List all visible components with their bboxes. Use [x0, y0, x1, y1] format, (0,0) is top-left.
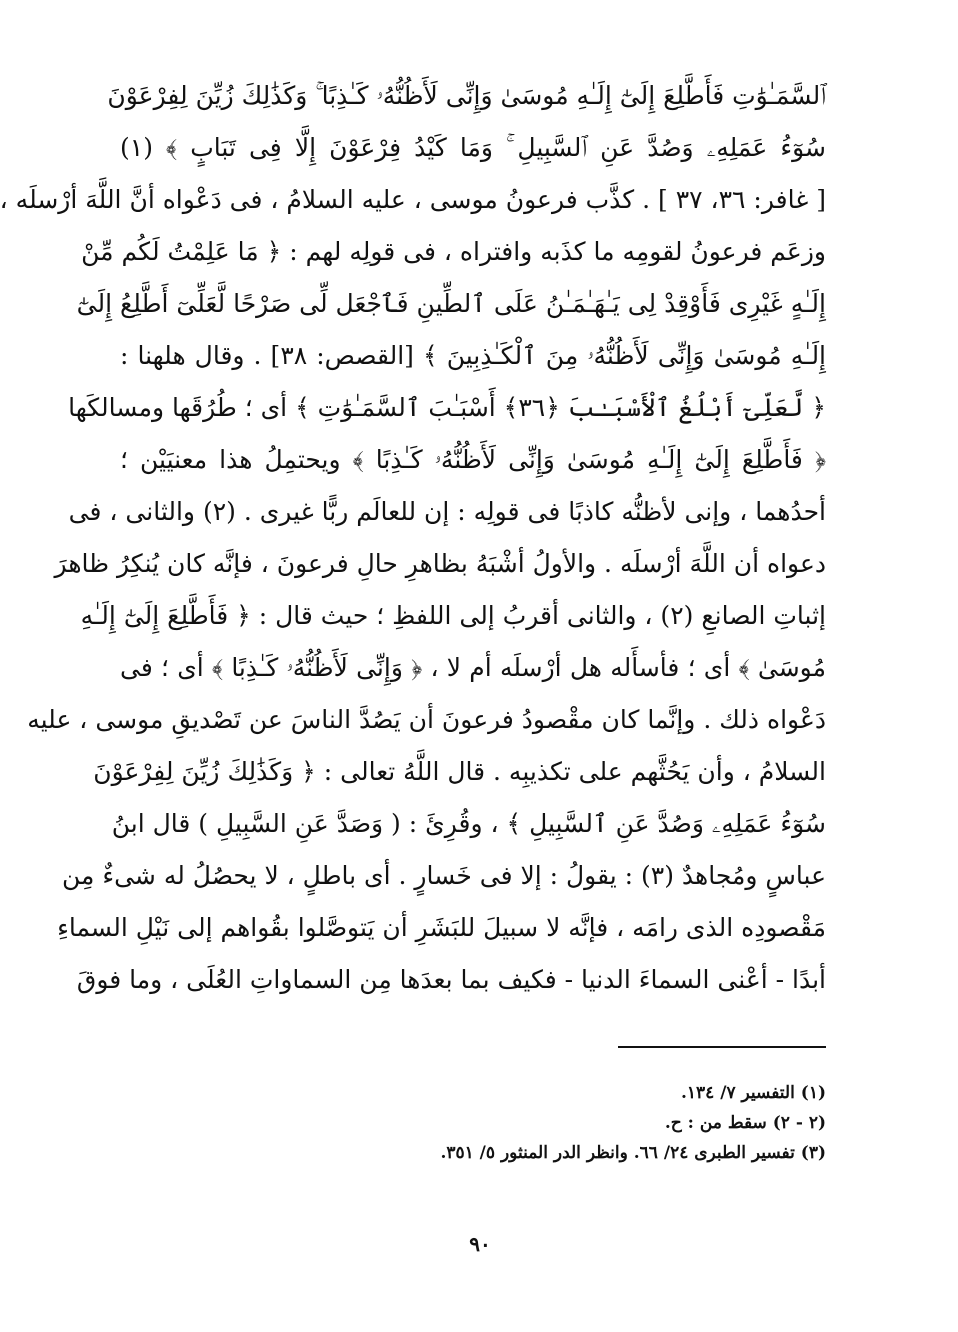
text-line-9: أحدُهما ، وإنى لأظنُّه كاذبًا فى قولِه : إن للعالَم ربًّا غيرى . (٢) والثانى ، فى: [68, 497, 826, 526]
text-line-11: إثباتِ الصانعِ (٢) ، والثانى أقربُ إلى اللفظِ ؛ حيث قال : ﴿ فَأَطَّلِعَ إِلَىٰٓ إِلَـٰهِ: [80, 601, 826, 630]
text-line-15: سُوٓءُ عَمَلِهِۦ وَصُدَّ عَنِ ٱلسَّبِيلِ ﴾ ، وقُرِئَ : ( وَصَدَّ عَنِ السَّبِيلِ ) قال ابنُ: [111, 809, 826, 838]
footnote-1: (١) التفسير ٧/ ١٣٤.: [681, 1083, 826, 1103]
text-line-1: ٱلسَّمَـٰوَٰتِ فَأَطَّلِعَ إِلَىٰٓ إِلَـٰهِ مُوسَىٰ وَإِنِّى لَأَظُنُّهُۥ كَـٰذِبًا ۚ وَكَذَٰلِكَ زُيِّنَ لِفِرْعَوْنَ: [107, 81, 826, 110]
page-number: ٩٠: [469, 1232, 491, 1256]
text-line-6: إِلَـٰهِ مُوسَىٰ وَإِنِّى لَأَظُنُّهُۥ مِنَ ٱلْكَـٰذِبِينَ ﴾ [القصص: ٣٨] . وقال هلهنا :: [120, 341, 827, 370]
text-line-5: إِلَـٰهٍ غَيْرِى فَأَوْقِدْ لِى يَـٰهَـٰمَـٰنُ عَلَى ٱلطِّينِ فَٱجْعَل لِّى صَرْحًا لَّعَلِّىٓ أَطَّلِعُ إِلَىٰٓ: [76, 289, 826, 318]
text-line-7: ﴿ لَّعَلِّىٓ أَبْلُغُ ٱلْأَسْبَـٰبَ ﴿٣٦﴾ أَسْبَـٰبَ ٱلسَّمَـٰوَٰتِ ﴾ أى ؛ طُرُقَها ومسالكَها: [68, 393, 826, 422]
text-line-18: أبدًا - أعْنى السماءَ الدنيا - فكيف بما بعدَها مِن السماواتِ العُلَى ، وما فوقَ: [76, 965, 826, 994]
text-line-10: دعواه أن اللَّهَ أرْسلَه . والأولُ أشْبَهُ بظاهرِ حالِ فرعونَ ، فإنَّه كان يُنكِرُ ظاهرَ: [54, 549, 826, 578]
footnotes: [120, 1078, 826, 1168]
footnote-3: (٣) تفسير الطبرى ٢٤/ ٦٦. وانظر الدر المنثور ٥/ ٣٥١.: [440, 1143, 826, 1163]
footnote-separator: [618, 1046, 826, 1048]
main-text: [0, 70, 827, 1006]
text-line-17: مَقْصودِه الذى رامَه ، فإنَّه لا سبيلَ للبَشَرِ أن يَتوصَّلوا بقُواهم إلى نَيْلِ السماءِ: [57, 913, 826, 942]
text-line-14: السلامُ ، وأن يَحُثَّهم على تكذيبِه . قال اللَّهُ تعالى : ﴿ وَكَذَٰلِكَ زُيِّنَ لِفِرْعَوْنَ: [93, 757, 826, 786]
book-page: [2, 0, 958, 1332]
text-line-16: عباسٍ ومُجاهدٌ (٣) : يقولُ : إلا فى خَسارٍ . أى باطلٍ ، لا يحصُلُ له شىءٌ مِن: [61, 861, 826, 890]
text-line-13: دَعْواه ذلك . وإنَّما كان مقْصودُ فرعونَ أن يَصُدَّ الناسَ عن تَصْديقِ موسى ، عليه: [27, 705, 826, 734]
text-line-8: ﴿ فَأَطَّلِعَ إِلَىٰٓ إِلَـٰهِ مُوسَىٰ وَإِنِّى لَأَظُنُّهُۥ كَـٰذِبًا ﴾ ويحتمِلُ هذا معنيَيْن ؛: [120, 445, 826, 474]
text-line-3: [ غافر: ٣٦، ٣٧ ] . كذَّب فرعونُ موسى ، عليه السلامُ ، فى دَعْواه أنَّ اللَّهَ أرْسلَه ،: [0, 185, 826, 214]
text-line-2: سُوٓءُ عَمَلِهِۦ وَصُدَّ عَنِ ٱلسَّبِيلِ ۚ وَمَا كَيْدُ فِرْعَوْنَ إِلَّا فِى تَبَابٍ ﴾ (١): [120, 133, 826, 162]
text-line-4: وزعَم فرعونُ لقومِه ما كذَبه وافتراه ، فى قولِه لهم : ﴿ مَا عَلِمْتُ لَكُم مِّنْ: [81, 237, 826, 266]
footnote-2: (٢ - ٢) سقط من : ح.: [664, 1113, 826, 1133]
text-line-12: مُوسَىٰ ﴾ أى ؛ فأسأَله هل أرْسلَه أم لا ، ﴿ وَإِنِّى لَأَظُنُّهُۥ كَـٰذِبًا ﴾ أى ؛ فى: [120, 653, 826, 682]
